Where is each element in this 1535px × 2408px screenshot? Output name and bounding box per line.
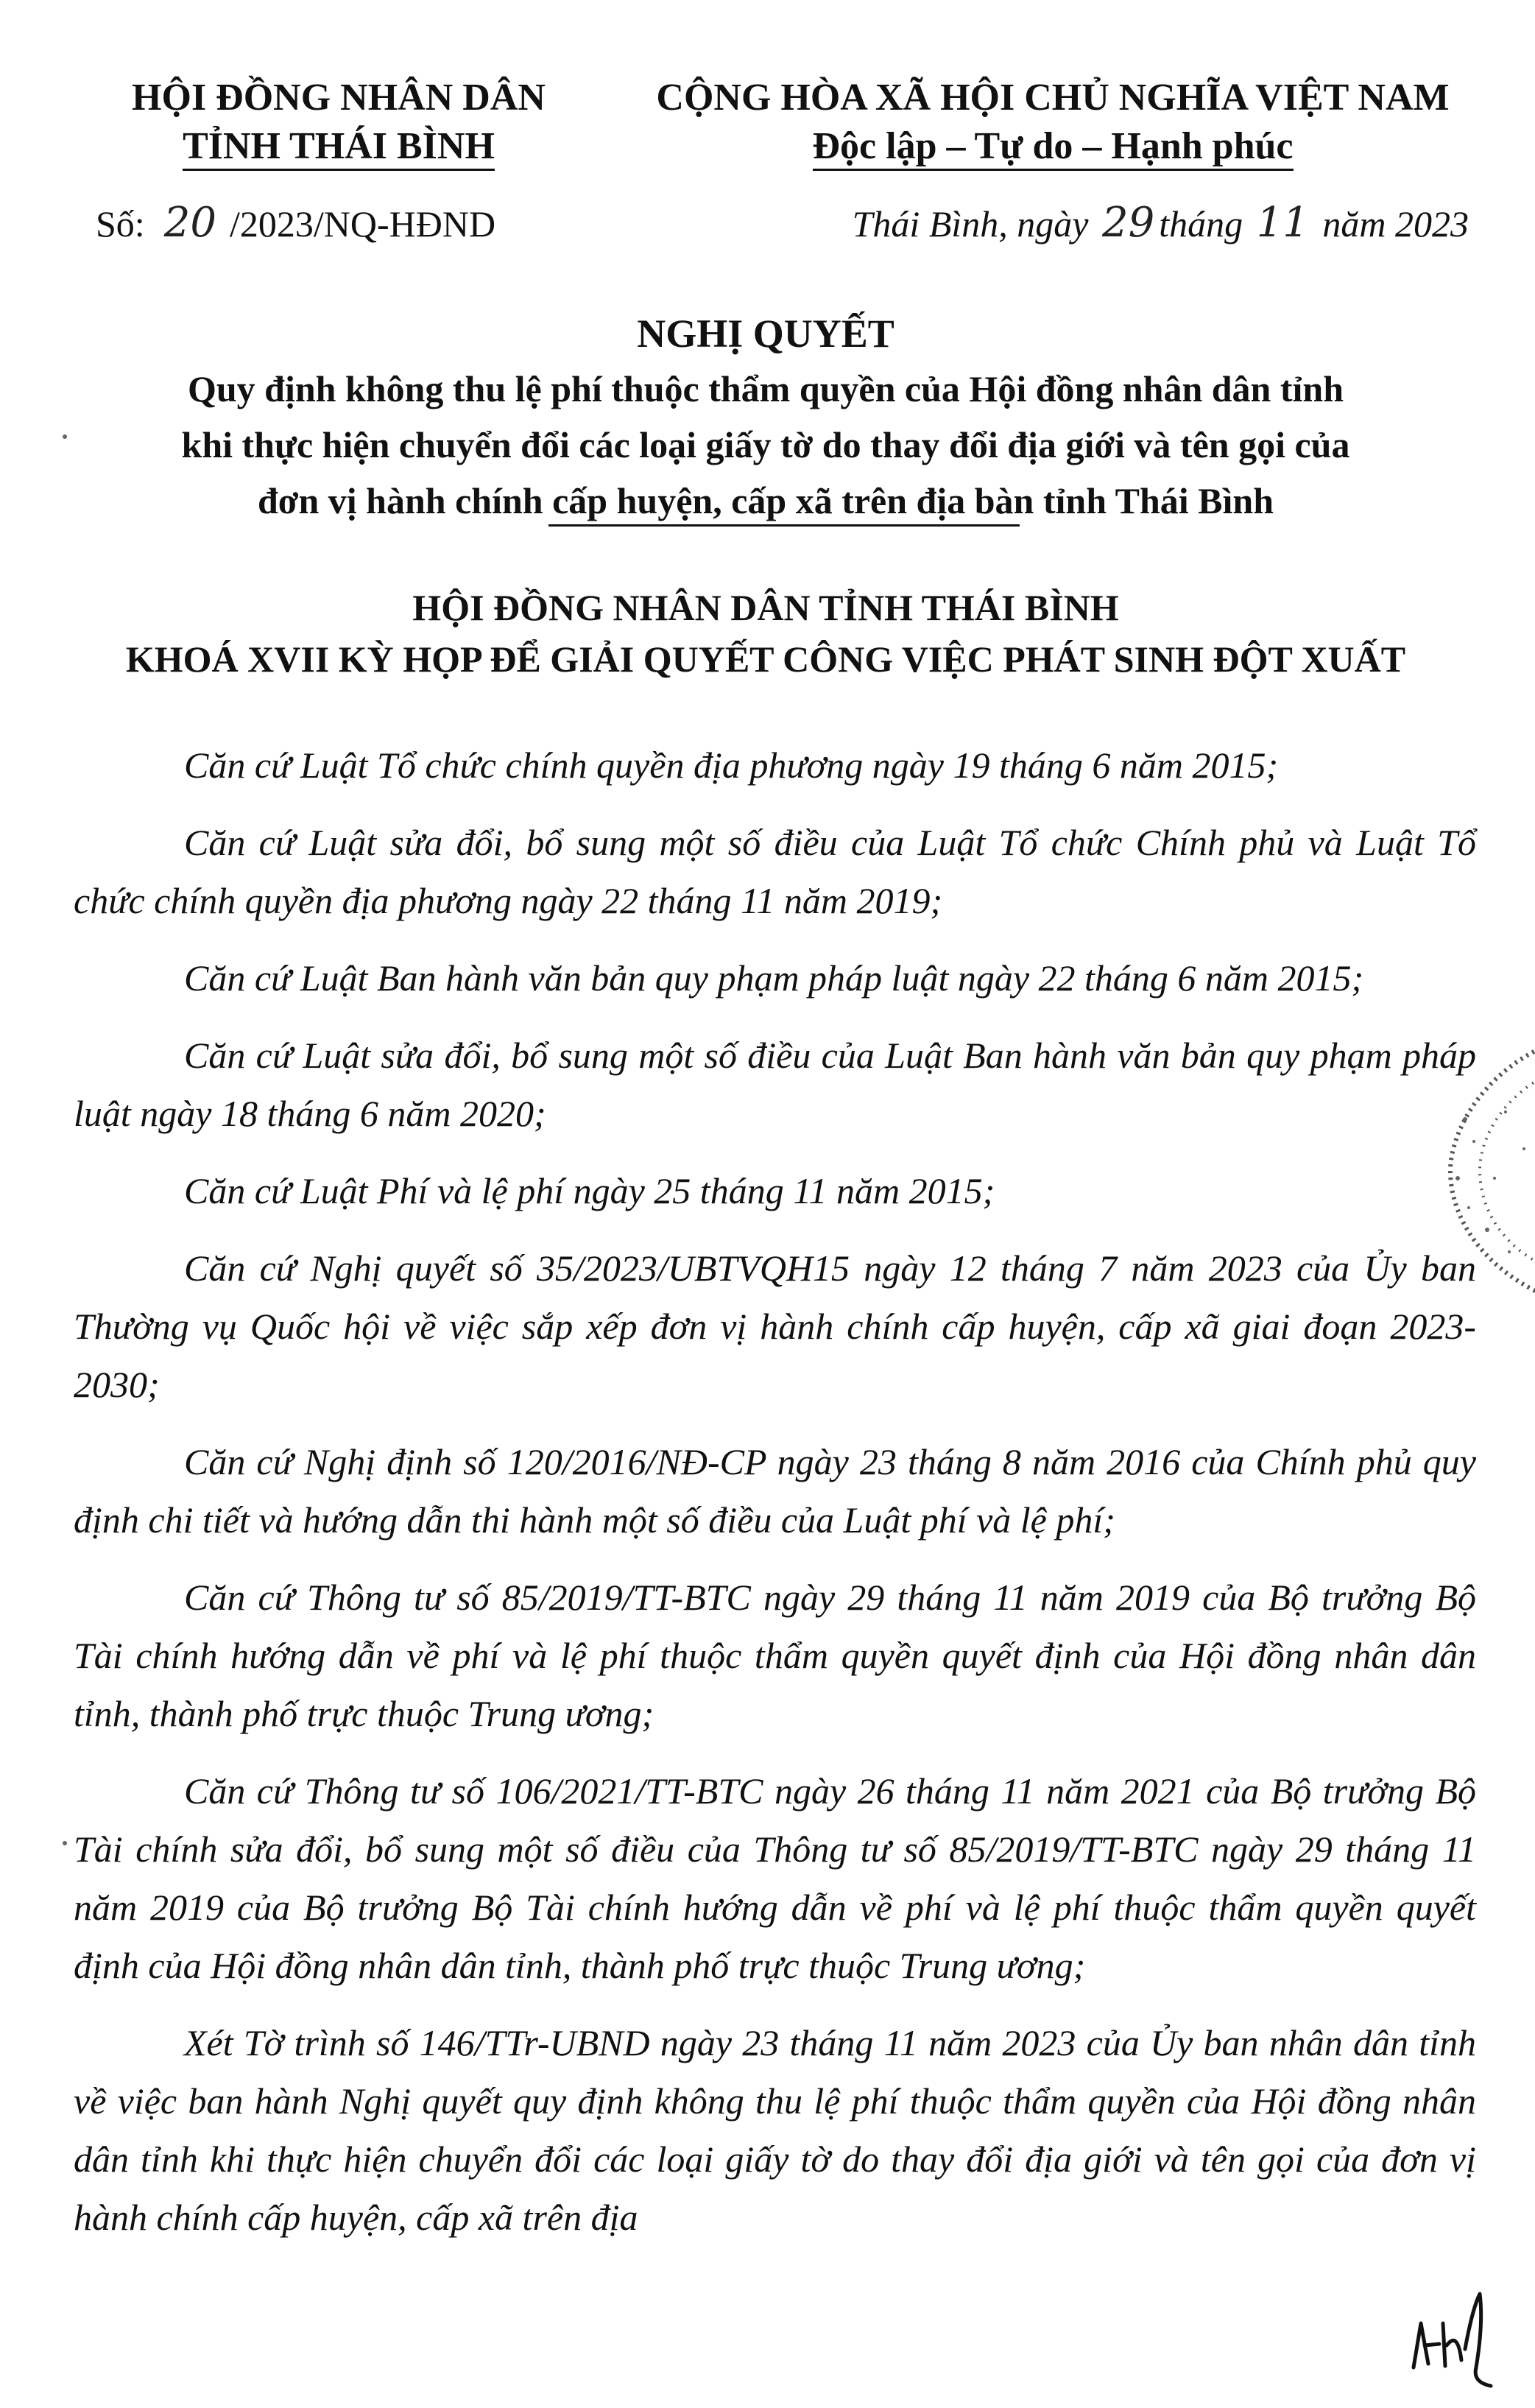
basis-paragraph: Căn cứ Luật sửa đổi, bổ sung một số điều của Luật Ban hành văn bản quy phạm pháp luật ngày 18 tháng 6 năm 2020;	[74, 1035, 1476, 1134]
document-date	[853, 199, 1469, 247]
document-number	[96, 199, 495, 247]
handwritten-initials-icon	[1402, 2279, 1506, 2390]
council-name: HỘI ĐỒNG NHÂN DÂN TỈNH THÁI BÌNH	[412, 587, 1119, 628]
number-suffix: /2023/NQ-HĐND	[229, 203, 496, 244]
issuer-province-text: TỈNH THÁI BÌNH	[183, 125, 495, 171]
scan-speck	[63, 434, 67, 439]
handwritten-day: 29	[1101, 199, 1155, 247]
basis-paragraph: Căn cứ Nghị định số 120/2016/NĐ-CP ngày 23 tháng 8 năm 2016 của Chính phủ quy định chi tiết và hướng dẫn thi hành một số điều của Luật phí và lệ phí;	[74, 1441, 1476, 1541]
basis-paragraph: Căn cứ Luật Ban hành văn bản quy phạm pháp luật ngày 22 tháng 6 năm 2015;	[184, 957, 1364, 999]
document-subject	[66, 361, 1465, 529]
national-title: CỘNG HÒA XÃ HỘI CHỦ NGHĨA VIỆT NAM	[656, 77, 1450, 119]
council-heading	[66, 582, 1465, 685]
date-prefix: Thái Bình, ngày	[852, 203, 1089, 244]
basis-paragraph: Căn cứ Thông tư số 85/2019/TT-BTC ngày 29 tháng 11 năm 2019 của Bộ trưởng Bộ Tài chính hướng dẫn về phí và lệ phí thuộc thẩm quyền quyết định của Hội đồng nhân dân tỉnh, thành phố trực thuộc Trung ương;	[74, 1577, 1476, 1734]
basis-paragraph: Xét Tờ trình số 146/TTr-UBND ngày 23 tháng 11 năm 2023 của Ủy ban nhân dân tỉnh về việc ban hành Nghị quyết quy định không thu lệ phí thuộc thẩm quyền của Hội đồng nhân dân tỉnh khi thực hiện chuyển đổi các loại giấy tờ do thay đổi địa giới và tên gọi của đơn vị hành chính cấp huyện, cấp xã trên địa	[74, 2022, 1476, 2238]
basis-paragraph: Căn cứ Thông tư số 106/2021/TT-BTC ngày 26 tháng 11 năm 2021 của Bộ trưởng Bộ Tài chính sửa đổi, bổ sung một số điều của Thông tư số 85/2019/TT-BTC ngày 29 tháng 11 năm 2019 của Bộ trưởng Bộ Tài chính hướng dẫn về phí và lệ phí thuộc thẩm quyền quyết định của Hội đồng nhân dân tỉnh, thành phố trực thuộc Trung ương;	[74, 1770, 1476, 1986]
legal-basis	[74, 736, 1476, 2266]
subject-divider	[548, 524, 1020, 527]
date-year: năm 2023	[1322, 203, 1469, 244]
issuer-name: HỘI ĐỒNG NHÂN DÂN	[132, 77, 546, 119]
basis-paragraph: Căn cứ Nghị quyết số 35/2023/UBTVQH15 ngày 12 tháng 7 năm 2023 của Ủy ban Thường vụ Quốc hội về việc sắp xếp đơn vị hành chính cấp huyện, cấp xã giai đoạn 2023-2030;	[74, 1247, 1476, 1405]
handwritten-month: 11	[1256, 199, 1309, 247]
subject-line: Quy định không thu lệ phí thuộc thẩm quyền của Hội đồng nhân dân tỉnh	[187, 368, 1344, 409]
document-title: NGHỊ QUYẾT	[637, 311, 894, 356]
national-motto-text: Độc lập – Tự do – Hạnh phúc	[813, 125, 1294, 171]
handwritten-number: 20	[163, 199, 216, 247]
subject-line: khi thực hiện chuyển đổi các loại giấy tờ do thay đổi địa giới và tên gọi của	[181, 424, 1350, 465]
national-motto	[611, 122, 1495, 171]
national-motto-block	[611, 74, 1495, 171]
subject-line: đơn vị hành chính cấp huyện, cấp xã trên địa bàn tỉnh Thái Bình	[257, 480, 1274, 521]
issuer-block	[81, 74, 596, 171]
basis-paragraph: Căn cứ Luật Phí và lệ phí ngày 25 tháng 11 năm 2015;	[184, 1170, 995, 1211]
basis-paragraph: Căn cứ Luật sửa đổi, bổ sung một số điều của Luật Tổ chức Chính phủ và Luật Tổ chức chính quyền địa phương ngày 22 tháng 11 năm 2019;	[74, 822, 1476, 921]
round-seal-fragment-icon	[1436, 1031, 1535, 1303]
issuer-province	[81, 122, 596, 171]
date-month-word: tháng	[1159, 203, 1243, 244]
number-prefix: Số:	[96, 203, 145, 244]
council-session: KHOÁ XVII KỲ HỌP ĐỂ GIẢI QUYẾT CÔNG VIỆC PHÁT SINH ĐỘT XUẤT	[125, 638, 1406, 680]
basis-paragraph: Căn cứ Luật Tổ chức chính quyền địa phương ngày 19 tháng 6 năm 2015;	[184, 744, 1279, 786]
scan-speck	[63, 1841, 67, 1845]
